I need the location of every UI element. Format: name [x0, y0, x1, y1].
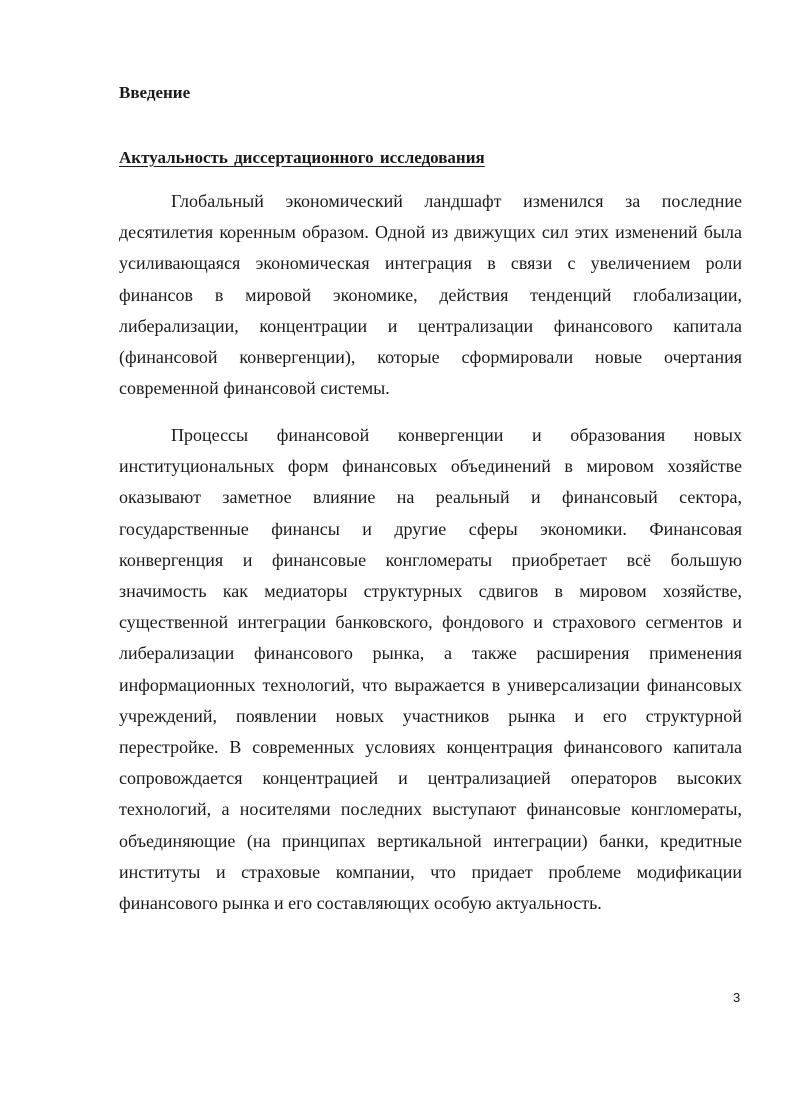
page-number: 3 [733, 990, 741, 1005]
paragraph-1: Глобальный экономический ландшафт изменился за последние десятилетия коренным образом. Одной из движущих сил этих изменений была усиливающаяся экономическая интеграция в связи с увеличением роли финансов в мировой экономике, действия тенденций глобализации, либерализации, концентрации и централизации финансового капитала (финансовой конвергенции), которые сформировали новые очертания современной финансовой системы. [119, 191, 742, 399]
page-title: Введение [119, 83, 191, 102]
paragraph-2: Процессы финансовой конвергенции и образования новых институциональных форм финансовых объединений в мировом хозяйстве оказывают заметное влияние на реальный и финансовый сектора, государственные финансы и другие сферы экономики. Финансовая конвергенция и финансовые конгломераты приобретает всё большую значимость как медиаторы структурных сдвигов в мировом хозяйстве, существенной интеграции банковского, фондового и страхового сегментов и либерализации финансового рынка, а также расширения применения информационных технологий, что выражается в универсализации финансовых учреждений, появлении новых участников рынка и его структурной перестройке. В современных условиях концентрация финансового капитала сопровождается концентрацией и централизацией операторов высоких технологий, а носителями последних выступают финансовые конгломераты, объединяющие (на принципах вертикальной интеграции) банки, кредитные институты и страховые компании, что придает проблеме модификации финансового рынка и его составляющих особую актуальность. [119, 425, 742, 914]
section-heading: Актуальность диссертационного исследования [119, 148, 485, 167]
